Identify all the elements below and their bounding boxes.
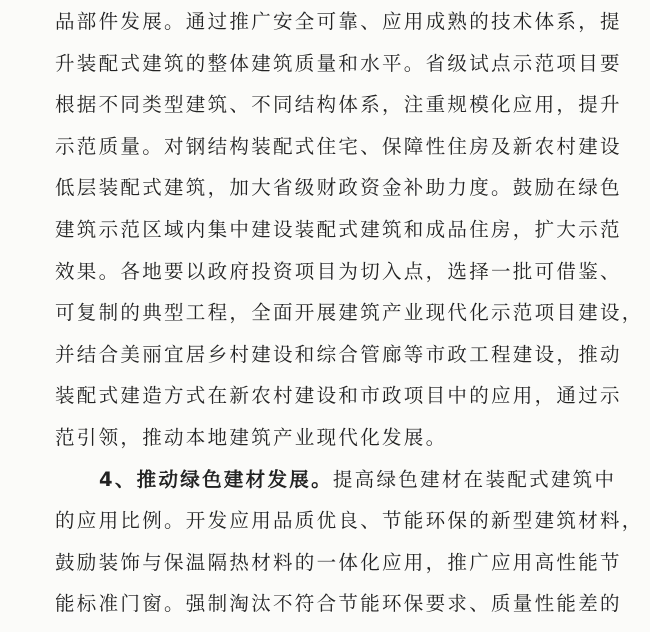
paragraph-line: 并结合美丽宜居乡村建设和综合管廊等市政工程建设，推动 <box>55 342 622 366</box>
document-page <box>55 1 644 625</box>
paragraph-line: 根据不同类型建筑、不同结构体系，注重规模化应用，提升 <box>55 93 622 117</box>
section-4-text: 提高绿色建材在装配式建筑中 <box>332 467 617 491</box>
paragraph-line: 范引领，推动本地建筑产业现代化发展。 <box>55 425 448 449</box>
paragraph-line: 鼓励装饰与保温隔热材料的一体化应用，推广应用高性能节 <box>55 550 622 574</box>
section-4-heading: 4、推动绿色建材发展。 <box>99 467 333 491</box>
paragraph-line: 升装配式建筑的整体建筑质量和水平。省级试点示范项目要 <box>55 51 622 75</box>
paragraph-line: 能标准门窗。强制淘汰不符合节能环保要求、质量性能差的 <box>55 592 622 616</box>
paragraph-line: 品部件发展。通过推广安全可靠、应用成熟的技术体系，提 <box>55 10 622 33</box>
paragraph-line: 效果。各地要以政府投资项目为切入点，选择一批可借鉴、 <box>55 259 622 283</box>
paragraph-line: 建筑示范区域内集中建设装配式建筑和成品住房，扩大示范 <box>55 217 622 241</box>
section-4-first-line <box>55 459 615 501</box>
paragraph-line: 装配式建造方式在新农村建设和市政项目中的应用，通过示 <box>55 384 622 408</box>
paragraph-line: 的应用比例。开发应用品质优良、节能环保的新型建筑材料， <box>55 509 644 533</box>
paragraph-line: 低层装配式建筑，加大省级财政资金补助力度。鼓励在绿色 <box>55 176 622 200</box>
paragraph-line: 示范质量。对钢结构装配式住宅、保障性住房及新农村建设 <box>55 134 622 158</box>
paragraph-line: 可复制的典型工程，全面开展建筑产业现代化示范项目建设， <box>55 301 644 325</box>
